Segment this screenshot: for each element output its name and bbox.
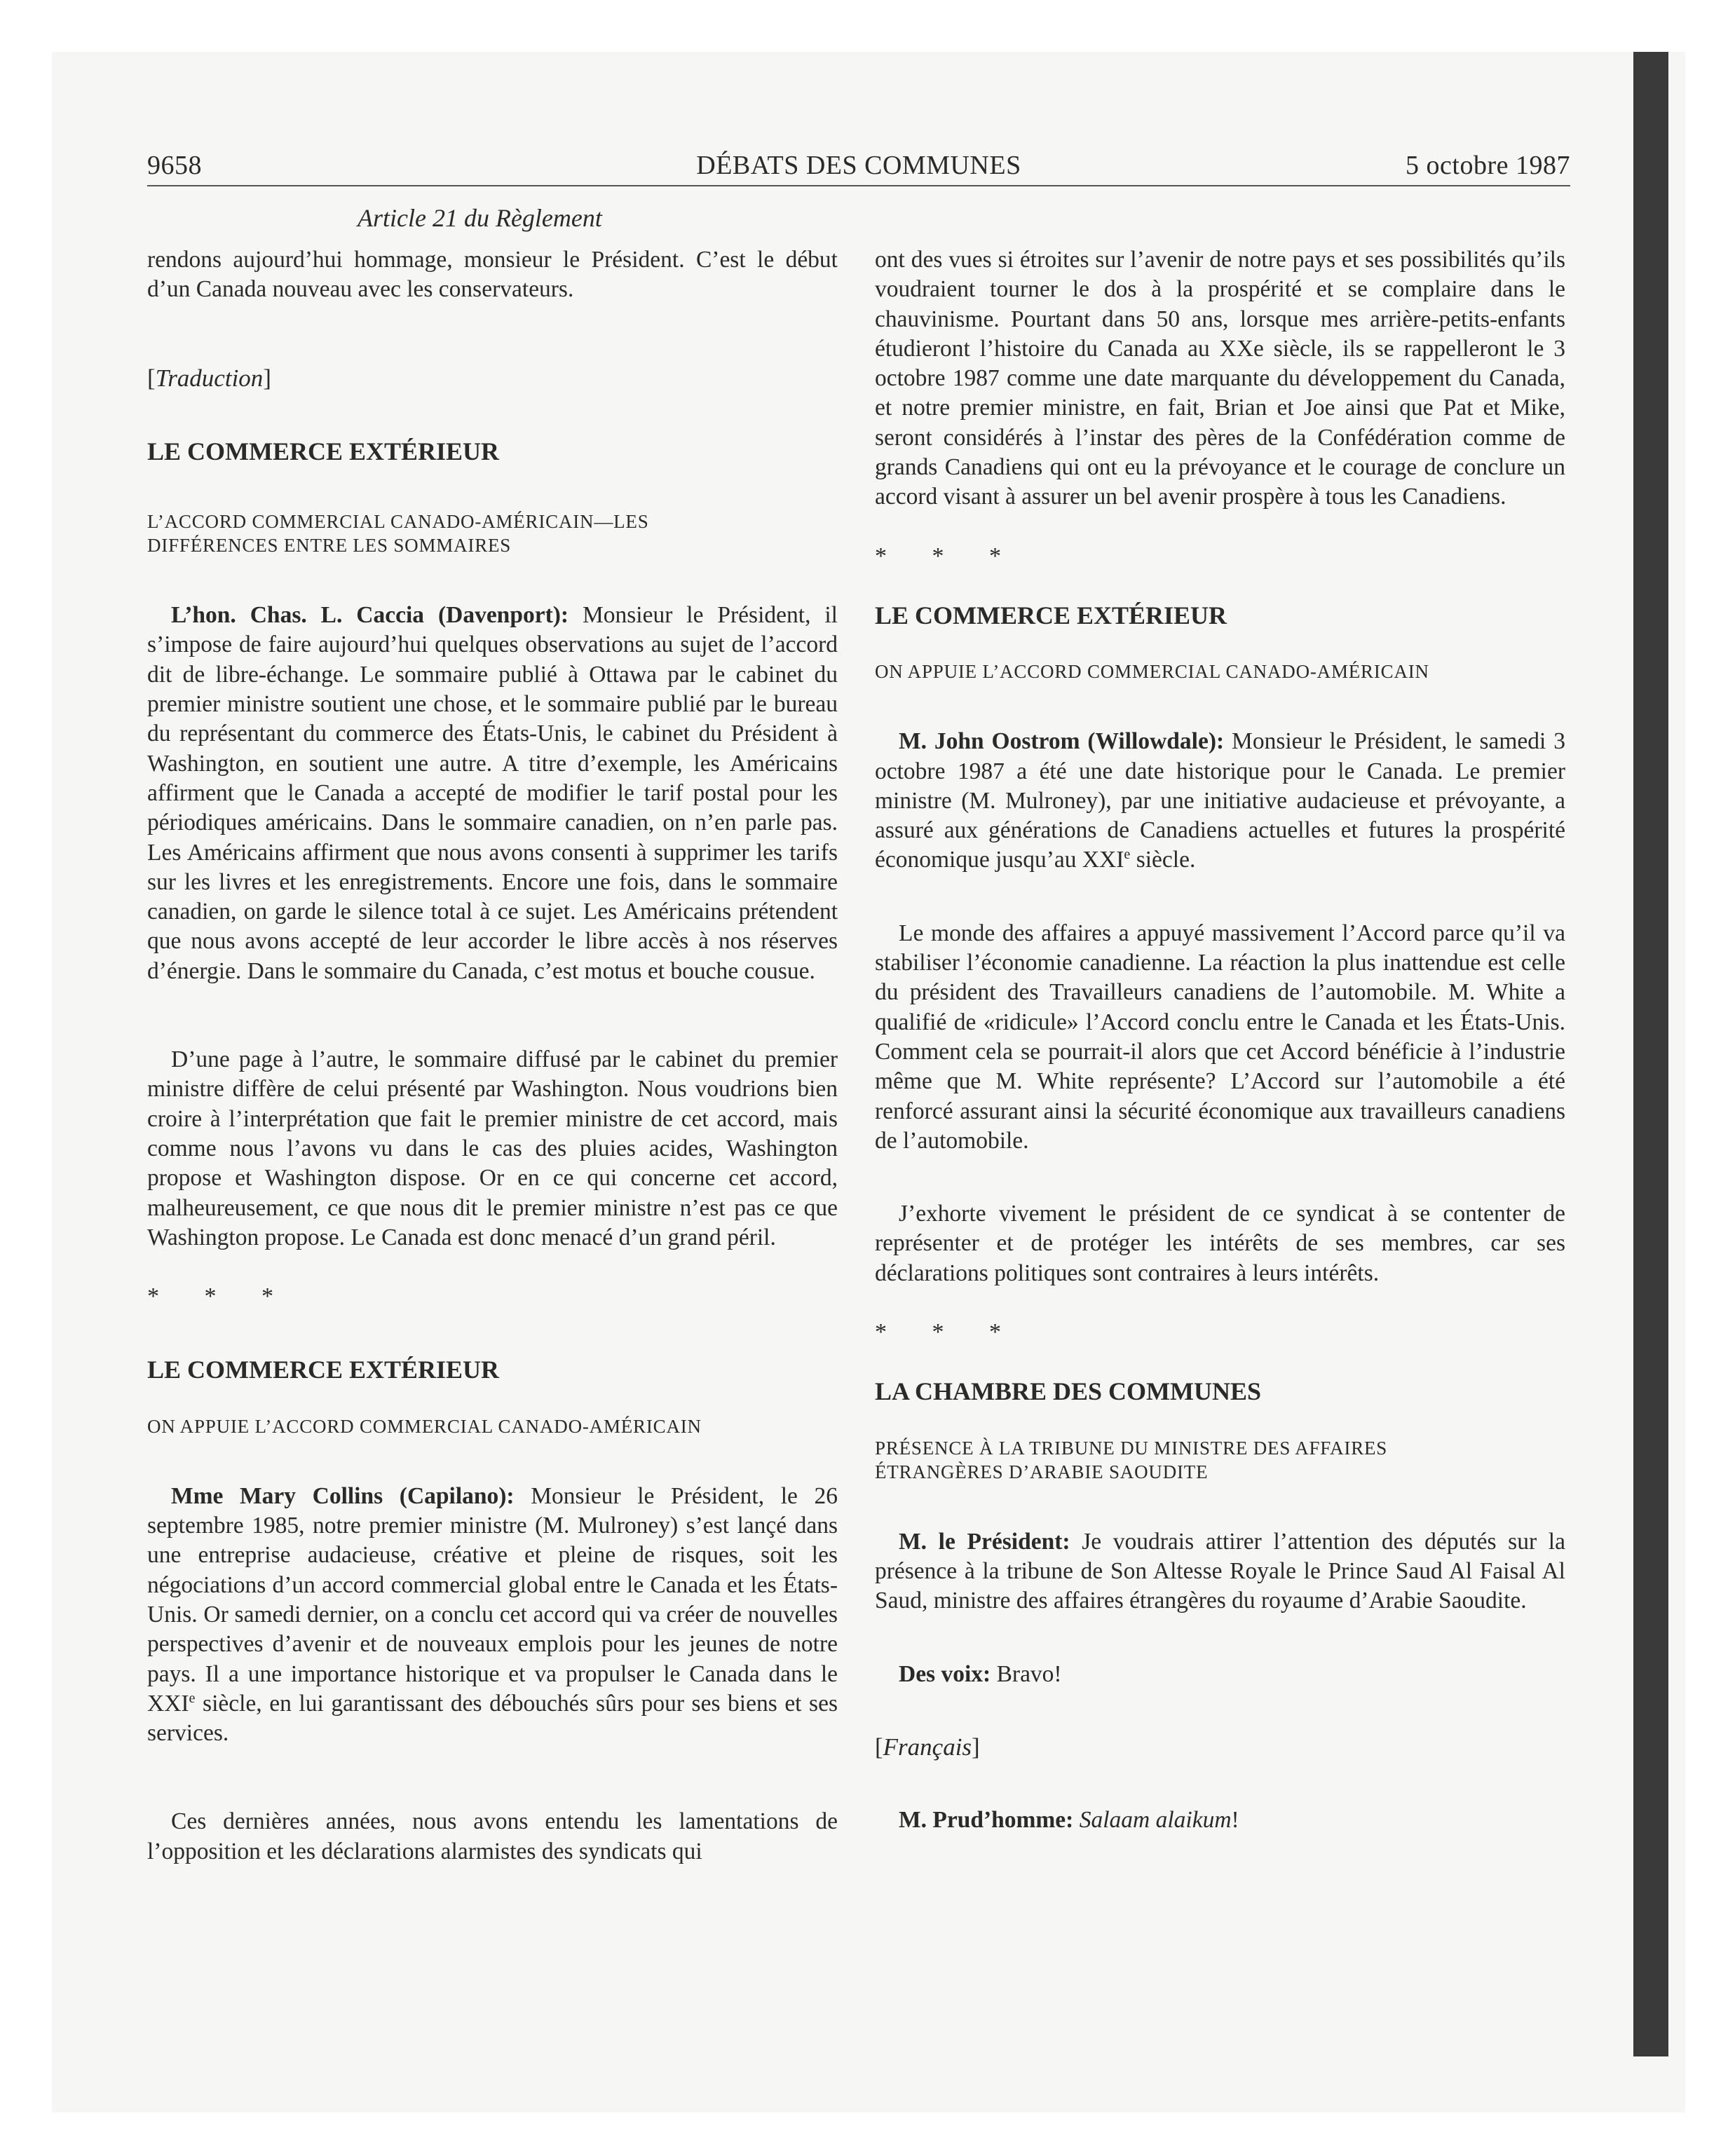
paragraph: J’exhorte vivement le président de ce syndicat à se contenter de représenter et de protéger les intérêts de ses membres, car ses déclarations politiques sont contraires à leurs intérêts. xyxy=(875,1201,1565,1286)
header-rule xyxy=(147,185,1570,186)
section-title: LA CHAMBRE DES COMMUNES xyxy=(875,1377,1262,1406)
publication-title: DÉBATS DES COMMUNES xyxy=(696,151,1021,180)
paragraph: ont des vues si étroites sur l’avenir de notre pays et ses possibilités qu’ils voudraient tourner le dos à la prospérité et se complaire dans le chauvinisme. Pourtant dans 50 ans, lorsque mes arrière-petits-enfants étudieront l’histoire du Canada au XXe siècle, ils se rappelleront le 3 octobre 1987 comme une date marquante du développement du Canada, et notre premier ministre, en fait, Brian et Joe ainsi que Pat et Mike, seront considérés à l’instar des pères de la Confédération comme de grands Canadiens qui ont eu la prévoyance et le courage de conclure un accord visant à assurer un bel avenir prospère à tous les Canadiens. xyxy=(875,247,1565,510)
left-column xyxy=(147,245,838,1867)
speaker-name: L’hon. Chas. L. Caccia (Davenport): xyxy=(171,602,569,629)
speaker-name: M. Prud’homme: xyxy=(899,1807,1074,1834)
section-separator: * * * xyxy=(875,1319,1021,1346)
section-subheading: ON APPUIE L’ACCORD COMMERCIAL CANADO-AMÉRICAIN xyxy=(875,661,1429,683)
section-separator: * * * xyxy=(875,543,1021,569)
speech-paragraph: M. le Président: Je voudrais attirer l’attention des députés sur la présence à la tribune de Son Altesse Royale le Prince Saud Al Faisal Al Saud, ministre des affaires étrangères du royaume d’Arabie Saoudite. xyxy=(875,1528,1565,1614)
speaker-name: Mme Mary Collins (Capilano): xyxy=(171,1482,515,1509)
section-subheading: L’ACCORD COMMERCIAL CANADO-AMÉRICAIN—LES DIFFÉRENCES ENTRE LES SOMMAIRES xyxy=(147,511,649,557)
section-title: LE COMMERCE EXTÉRIEUR xyxy=(147,1356,500,1384)
speech-paragraph: M. John Oostrom (Willowdale): Monsieur le Président, le samedi 3 octobre 1987 a été une date historique pour le Canada. Le premier ministre (M. Mulroney), par une initiative audacieuse et prévoyante, a assuré aux générations de Canadiens actuelles et futures la prospérité économique jusqu’au XXIe siècle. xyxy=(875,728,1565,873)
speaker-name: M. le Président: xyxy=(899,1528,1070,1555)
section-subheading: ON APPUIE L’ACCORD COMMERCIAL CANADO-AMÉRICAIN xyxy=(147,1415,702,1437)
speech-paragraph: Des voix: Bravo! xyxy=(899,1660,1062,1687)
rule-reference: Article 21 du Règlement xyxy=(358,204,602,232)
section-subheading: PRÉSENCE À LA TRIBUNE DU MINISTRE DES AFFAIRES ÉTRANGÈRES D’ARABIE SAOUDITE xyxy=(875,1437,1388,1482)
section-title: LE COMMERCE EXTÉRIEUR xyxy=(875,601,1227,629)
paragraph: Ces dernières années, nous avons entendu les lamentations de l’opposition et les déclarations alarmistes des syndicats qui xyxy=(147,1808,838,1864)
paragraph: Le monde des affaires a appuyé massivement l’Accord parce qu’il va stabiliser l’économie canadienne. La réaction la plus inattendue est celle du président des Travailleurs canadiens de l’automobile. M. White a qualifié de «ridicule» l’Accord conclu entre le Canada et les États-Unis. Comment cela se pourrait-il alors que cet Accord bénéficie à l’industrie même que M. White représente? L’Accord sur l’automobile a été renforcé assurant ainsi la sécurité économique aux travailleurs canadiens de l’automobile. xyxy=(875,920,1565,1154)
speaker-name: Des voix: xyxy=(899,1660,991,1687)
paragraph: D’une page à l’autre, le sommaire diffusé par le cabinet du premier ministre diffère de celui présenté par Washington. Nous voudrions bien croire à l’interprétation que fait le premier ministre de cet accord, mais comme nous l’avons vu dans le cas des pluies acides, Washington propose et Washington dispose. Or en ce qui concerne cet accord, malheureusement, ce que nous dit le premier ministre n’est pas ce que Washington propose. Le Canada est donc menacé d’un grand péril. xyxy=(147,1046,838,1250)
language-marker: [Français] xyxy=(875,1733,980,1761)
speech-paragraph: M. Prud’homme: Salaam alaikum! xyxy=(899,1807,1239,1834)
running-header xyxy=(147,150,1570,185)
section-separator: * * * xyxy=(147,1283,293,1310)
section-title: LE COMMERCE EXTÉRIEUR xyxy=(147,437,500,465)
scan-edge-bar xyxy=(1633,52,1668,2056)
right-column xyxy=(875,245,1565,1835)
page-number: 9658 xyxy=(147,151,202,180)
paragraph: rendons aujourd’hui hommage, monsieur le Président. C’est le début d’un Canada nouveau avec les conservateurs. xyxy=(147,247,838,303)
translation-marker: [Traduction] xyxy=(147,364,271,392)
speaker-name: M. John Oostrom (Willowdale): xyxy=(899,728,1225,755)
speech-paragraph: Mme Mary Collins (Capilano): Monsieur le Président, le 26 septembre 1985, notre premier ministre (M. Mulroney) s’est lançé dans une entreprise audacieuse, créative et pleine de risques, soit les négociations d’un accord commercial global entre le Canada et les États-Unis. Or samedi dernier, on a conclu cet accord qui va créer de nouvelles perspectives d’avenir et de nouveaux emplois pour les jeunes de notre pays. Il a une importance historique et va propulser le Canada dans le XXIe siècle, en lui garantissant des débouchés sûrs pour ses biens et ses services. xyxy=(147,1482,838,1747)
header-date: 5 octobre 1987 xyxy=(1406,151,1570,180)
speech-paragraph: L’hon. Chas. L. Caccia (Davenport): Monsieur le Président, il s’impose de faire aujourd’hui quelques observations au sujet de l’accord dit de libre-échange. Le sommaire publié à Ottawa par le cabinet du premier ministre soutient une chose, et le sommaire publié par le bureau du représentant du commerce des États-Unis, le cabinet du Président à Washington, en soutient une autre. A titre d’exemple, les Américains affirment que le Canada a accepté de modifier le tarif postal pour les périodiques américains. Dans le sommaire canadien, on n’en parle pas. Les Américains affirment que nous avons consenti à supprimer les tarifs sur les livres et les enregistrements. Encore une fois, dans le sommaire canadien, on garde le silence total à ce sujet. Les Américains prétendent que nous avons accepté de leur accorder le libre accès à nos réserves d’énergie. Dans le sommaire du Canada, c’est motus et bouche cousue. xyxy=(147,602,838,984)
